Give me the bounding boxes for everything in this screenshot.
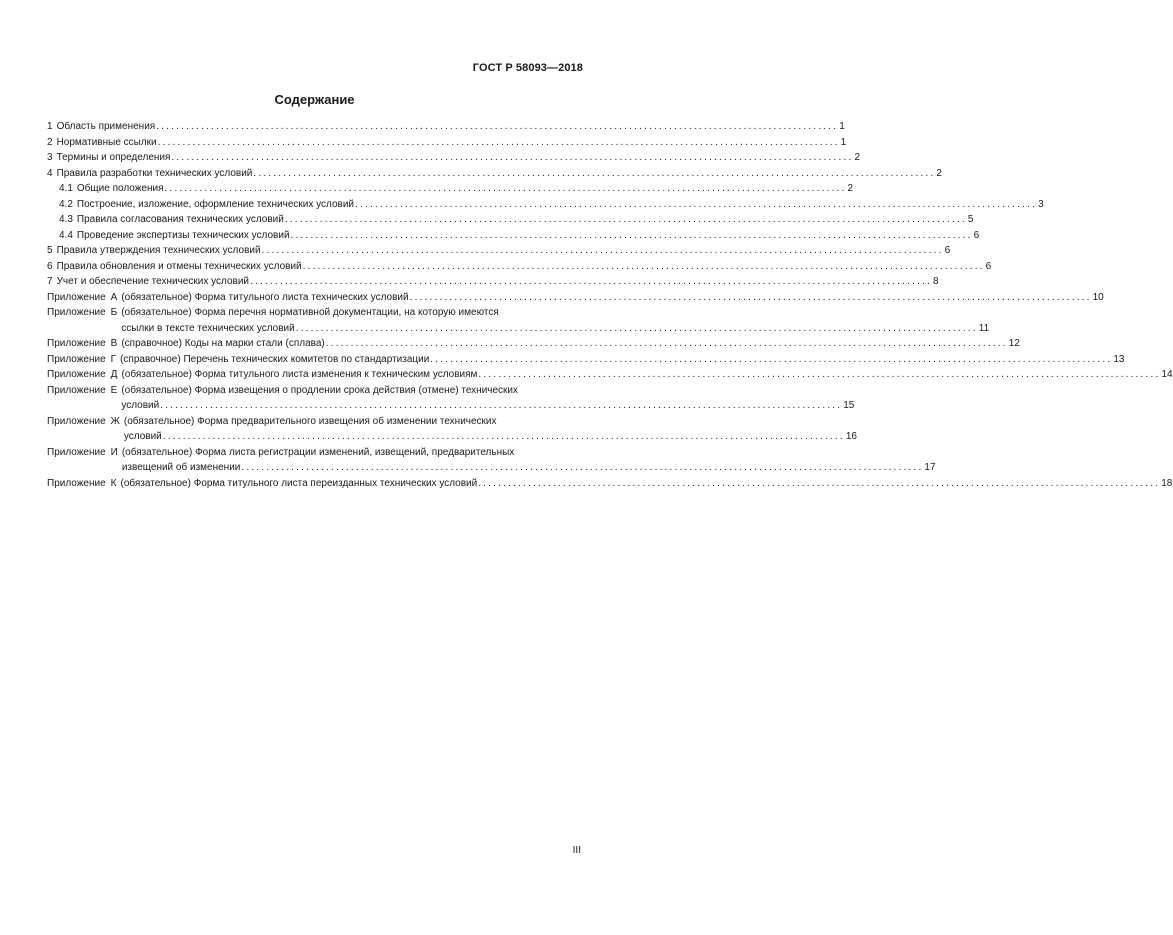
toc-entry-text: Общие положения — [76, 183, 164, 194]
toc-entry-page: 8 — [933, 276, 939, 287]
toc-entry-page: 6 — [973, 229, 980, 241]
toc-entry[interactable] — [47, 274, 939, 290]
appendix-entry[interactable] — [47, 290, 1104, 306]
appendix-entry[interactable] — [47, 476, 1173, 492]
appendix-letter: А — [110, 291, 118, 303]
appendix-letter: К — [110, 477, 117, 489]
toc-entry[interactable] — [47, 119, 845, 135]
appendix-entry[interactable] — [47, 305, 990, 336]
appendix-label: Приложение — [47, 369, 106, 380]
toc-entry[interactable] — [47, 166, 942, 182]
appendix-label: Приложение — [47, 353, 106, 365]
appendix-letter: Б — [110, 307, 118, 318]
dot-leader: ......................................................................................................................................... — [241, 462, 924, 473]
page-number: III — [572, 845, 581, 856]
toc-entry-number: 1 — [47, 121, 53, 132]
appendix-title-continued: ссылки в тексте технических условий — [121, 322, 295, 334]
appendix-entry[interactable] — [47, 352, 1125, 368]
appendix-title: (обязательное) Форма листа регистрации изменений, извещений, предварительных — [121, 446, 515, 458]
appendix-entry[interactable] — [47, 383, 855, 414]
toc-title: Содержание — [274, 92, 355, 107]
toc-subentry[interactable] — [47, 212, 974, 228]
toc-entry-text: Учет и обеспечение технических условий — [56, 276, 249, 287]
dot-leader: ......................................................................................................................................... — [164, 183, 847, 194]
appendix-entry[interactable] — [47, 414, 857, 445]
dot-leader: ......................................................................................................................................... — [156, 121, 839, 132]
dot-leader: ......................................................................................................................................... — [430, 353, 1113, 365]
appendix-page: 16 — [845, 431, 857, 442]
dot-leader: ......................................................................................................................................... — [355, 198, 1038, 210]
appendix-label: Приложение — [47, 307, 106, 318]
toc-entry-text: Область применения — [56, 121, 156, 132]
toc-entry-number: 4.4 — [59, 229, 73, 241]
toc-entry-number: 4.1 — [59, 183, 73, 194]
toc-entry-page: 5 — [967, 214, 974, 225]
dot-leader: ......................................................................................................................................... — [160, 400, 843, 411]
appendix-page: 10 — [1092, 291, 1104, 303]
table-of-contents — [47, 119, 1173, 491]
dot-leader: ......................................................................................................................................... — [478, 369, 1161, 380]
toc-entry-page: 3 — [1038, 198, 1044, 210]
appendix-label: Приложение — [47, 477, 106, 489]
appendix-title: (справочное) Коды на марки стали (сплава) — [121, 338, 325, 349]
toc-entry-text: Правила утверждения технических условий — [56, 245, 261, 256]
appendix-entry[interactable] — [47, 445, 936, 476]
toc-entry-number: 6 — [47, 260, 53, 272]
toc-entry-text: Построение, изложение, оформление технических условий — [76, 198, 355, 210]
dot-leader: ......................................................................................................................................... — [253, 167, 936, 179]
document-code: ГОСТ Р 58093—2018 — [472, 62, 583, 74]
dot-leader: ......................................................................................................................................... — [171, 152, 854, 163]
toc-entry-text: Нормативные ссылки — [56, 136, 157, 148]
appendix-title-continued: условий — [121, 400, 160, 411]
appendix-page: 18 — [1161, 477, 1173, 489]
toc-entry[interactable] — [47, 150, 861, 166]
appendix-letter: Е — [110, 384, 118, 396]
toc-entry[interactable] — [47, 135, 847, 151]
toc-entry-page: 1 — [839, 121, 845, 132]
appendix-title: (обязательное) Форма титульного листа переизданных технических условий — [120, 477, 478, 489]
appendix-title: (обязательное) Форма титульного листа технических условий — [121, 291, 409, 303]
appendix-page: 17 — [924, 462, 936, 473]
toc-entry-page: 6 — [944, 245, 951, 256]
dot-leader: ......................................................................................................................................... — [302, 260, 985, 272]
appendix-label: Приложение — [47, 291, 106, 303]
toc-subentry[interactable] — [47, 181, 854, 197]
toc-entry[interactable] — [47, 243, 951, 259]
dot-leader: ......................................................................................................................................... — [162, 431, 845, 442]
toc-entry-page: 2 — [847, 183, 854, 194]
toc-entry-text: Термины и определения — [56, 152, 171, 163]
appendix-title: (обязательное) Форма титульного листа изменения к техническим условиям — [121, 369, 478, 380]
dot-leader: ......................................................................................................................................... — [325, 338, 1008, 349]
appendix-letter: Г — [110, 353, 117, 365]
toc-entry-number: 2 — [47, 136, 53, 148]
toc-entry-text: Проведение экспертизы технических условий — [76, 229, 290, 241]
toc-entry-page: 2 — [936, 167, 942, 179]
appendix-letter: Ж — [110, 415, 120, 427]
appendix-title: (обязательное) Форма предварительного извещения об изменении технических — [123, 415, 497, 427]
appendix-label: Приложение — [47, 338, 106, 349]
dot-leader: ......................................................................................................................................... — [261, 245, 944, 256]
appendix-title-continued: условий — [123, 431, 162, 442]
dot-leader: ......................................................................................................................................... — [478, 477, 1161, 489]
toc-entry-number: 7 — [47, 276, 53, 287]
dot-leader: ......................................................................................................................................... — [284, 214, 967, 225]
dot-leader: ......................................................................................................................................... — [290, 229, 973, 241]
appendix-letter: И — [110, 446, 118, 458]
toc-entry-text: Правила обновления и отмены технических условий — [56, 260, 302, 272]
appendix-title-continued: извещений об изменении — [121, 462, 241, 473]
dot-leader: ......................................................................................................................................... — [250, 276, 933, 287]
appendix-label: Приложение — [47, 384, 106, 396]
dot-leader: ......................................................................................................................................... — [295, 322, 978, 334]
dot-leader: ......................................................................................................................................... — [157, 136, 840, 148]
toc-entry-text: Правила согласования технических условий — [76, 214, 284, 225]
appendix-title: (обязательное) Форма перечня нормативной документации, на которую имеются — [121, 307, 499, 318]
toc-entry-number: 3 — [47, 152, 53, 163]
toc-entry-number: 4.3 — [59, 214, 73, 225]
appendix-entry[interactable] — [47, 336, 1020, 352]
dot-leader: ......................................................................................................................................... — [409, 291, 1092, 303]
toc-entry-number: 5 — [47, 245, 53, 256]
toc-entry-text: Правила разработки технических условий — [56, 167, 253, 179]
toc-entry-number: 4.2 — [59, 198, 73, 210]
appendix-page: 14 — [1161, 369, 1173, 380]
appendix-label: Приложение — [47, 415, 106, 427]
appendix-page: 12 — [1008, 338, 1020, 349]
toc-subentry[interactable] — [47, 228, 980, 244]
toc-entry[interactable] — [47, 259, 992, 275]
appendix-title: (справочное) Перечень технических комитетов по стандартизации — [120, 353, 430, 365]
toc-entry-page: 6 — [985, 260, 992, 272]
appendix-letter: В — [110, 338, 118, 349]
appendix-title: (обязательное) Форма извещения о продлении срока действия (отмене) технических — [121, 384, 519, 396]
appendix-page: 15 — [843, 400, 855, 411]
toc-subentry[interactable] — [47, 197, 1044, 213]
appendix-page: 13 — [1113, 353, 1125, 365]
appendix-entry[interactable] — [47, 367, 1173, 383]
toc-entry-page: 2 — [854, 152, 861, 163]
toc-entry-number: 4 — [47, 167, 53, 179]
appendix-letter: Д — [110, 369, 118, 380]
appendix-label: Приложение — [47, 446, 106, 458]
toc-entry-page: 1 — [840, 136, 847, 148]
appendix-page: 11 — [978, 322, 990, 334]
